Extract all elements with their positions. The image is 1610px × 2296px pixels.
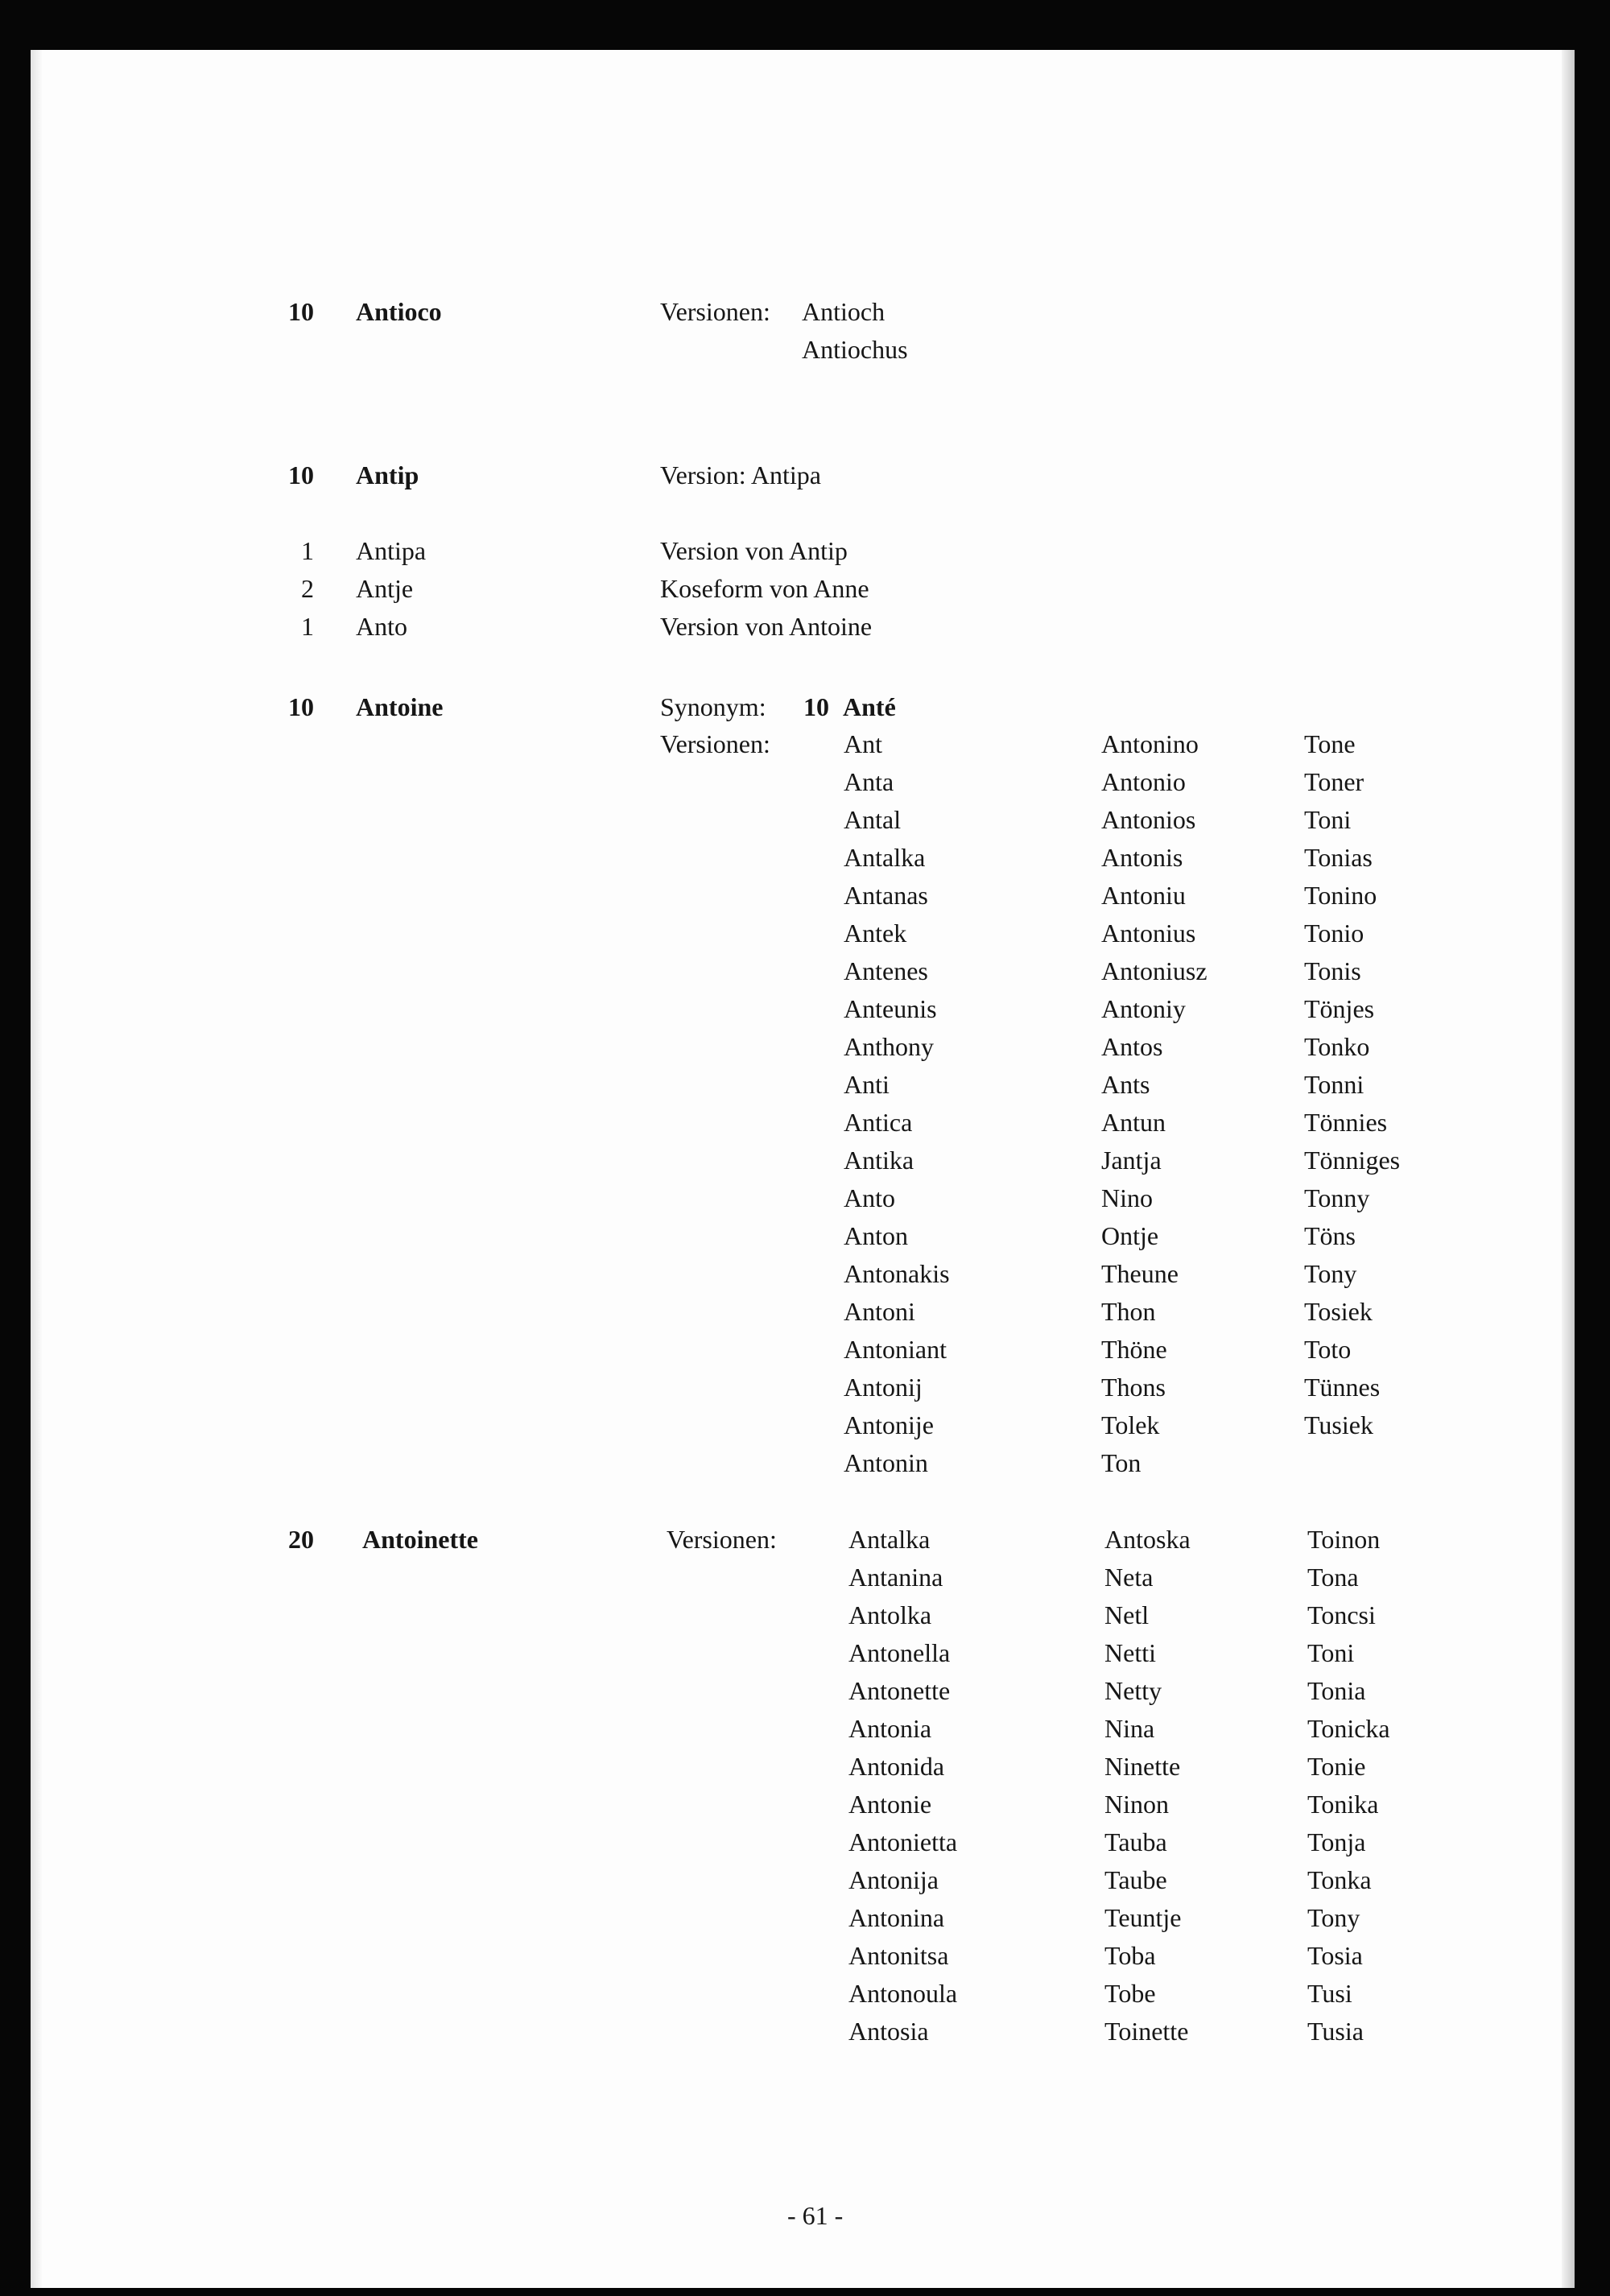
version-name: Ant bbox=[844, 729, 882, 758]
entry-antje-text: Koseform von Anne bbox=[660, 574, 869, 603]
version-name: Antonella bbox=[848, 1638, 951, 1667]
version-name: Nino bbox=[1101, 1183, 1153, 1212]
version-name: Antalka bbox=[848, 1525, 931, 1554]
version-name: Netti bbox=[1104, 1638, 1156, 1667]
version-name: Tobe bbox=[1104, 1979, 1156, 2008]
version-name: Taube bbox=[1104, 1865, 1167, 1894]
book-page bbox=[31, 50, 1575, 2288]
version-name: Tusi bbox=[1307, 1979, 1352, 2008]
version-name: Antonie bbox=[848, 1790, 932, 1819]
version-name: Tonja bbox=[1307, 1827, 1366, 1856]
entry-antip-count: 10 bbox=[288, 460, 314, 489]
version-name: Tauba bbox=[1104, 1827, 1167, 1856]
version-name: Toinon bbox=[1307, 1525, 1381, 1554]
version-name: Jantja bbox=[1101, 1146, 1162, 1175]
version-name: Antonida bbox=[848, 1752, 945, 1781]
version-name: Antonije bbox=[844, 1410, 934, 1439]
version-name: Antonin bbox=[844, 1448, 928, 1477]
entry-antipa-count: 1 bbox=[301, 536, 314, 565]
entry-anto-count: 1 bbox=[301, 612, 314, 641]
version-name: Antica bbox=[844, 1108, 913, 1137]
version-name: Anti bbox=[844, 1070, 890, 1099]
version-name: Tone bbox=[1304, 729, 1356, 758]
version-name: Antoniu bbox=[1101, 881, 1186, 910]
version-name: Antonietta bbox=[848, 1827, 958, 1856]
version-name: Tonias bbox=[1304, 843, 1373, 872]
version-name: Antalka bbox=[844, 843, 926, 872]
version-name: Antoniy bbox=[1101, 994, 1186, 1023]
version-name: Tonko bbox=[1304, 1032, 1370, 1061]
version-name: Antosia bbox=[848, 2017, 929, 2046]
version-name: Neta bbox=[1104, 1563, 1154, 1592]
version-name: Antika bbox=[844, 1146, 914, 1175]
version-name: Antoska bbox=[1104, 1525, 1191, 1554]
page-number: - 61 - bbox=[787, 2201, 844, 2230]
version-name: Tonio bbox=[1304, 919, 1364, 948]
version-name: Antonina bbox=[848, 1903, 945, 1932]
version-name: Antenes bbox=[844, 956, 928, 985]
version-name: Antanas bbox=[844, 881, 928, 910]
version-name: Toba bbox=[1104, 1941, 1156, 1970]
version-name: Ontje bbox=[1101, 1221, 1159, 1250]
version-name: Toni bbox=[1304, 805, 1352, 834]
page-edge-shadow bbox=[1562, 50, 1575, 2288]
entry-antioco-count: 10 bbox=[288, 297, 314, 326]
version-name: Antek bbox=[844, 919, 907, 948]
version-name: Tusia bbox=[1307, 2017, 1364, 2046]
entry-antioco-label: Versionen: bbox=[660, 297, 770, 326]
version-name: Ninon bbox=[1104, 1790, 1169, 1819]
version-name: Antoni bbox=[844, 1297, 915, 1326]
version-name: Antonette bbox=[848, 1676, 951, 1705]
version-name: Antonio bbox=[1101, 767, 1186, 796]
version-name: Thöne bbox=[1101, 1335, 1167, 1364]
version-name: Ton bbox=[1101, 1448, 1141, 1477]
version-name: Anthony bbox=[844, 1032, 934, 1061]
version-name: Antos bbox=[1101, 1032, 1163, 1061]
version-name: Tosiek bbox=[1304, 1297, 1373, 1326]
version-name: Antonios bbox=[1101, 805, 1196, 834]
entry-anto-text: Version von Antoine bbox=[660, 612, 873, 641]
version-name: Tönniges bbox=[1304, 1146, 1401, 1175]
version-name: Antanina bbox=[848, 1563, 943, 1592]
version-name: Antal bbox=[844, 805, 902, 834]
entry-antje-count: 2 bbox=[301, 574, 314, 603]
version-name: Antonius bbox=[1101, 919, 1196, 948]
version-name: Tonie bbox=[1307, 1752, 1366, 1781]
entry-antoine-synonym-count: 10 bbox=[803, 692, 829, 721]
version-name: Toncsi bbox=[1307, 1600, 1376, 1629]
version-name: Töns bbox=[1304, 1221, 1356, 1250]
version-name: Toner bbox=[1304, 767, 1364, 796]
version-name: Ants bbox=[1101, 1070, 1150, 1099]
version-name: Thon bbox=[1101, 1297, 1156, 1326]
version-name: Tosia bbox=[1307, 1941, 1363, 1970]
version-name: Netty bbox=[1104, 1676, 1162, 1705]
entry-antje-name: Antje bbox=[356, 574, 414, 603]
version-name: Toni bbox=[1307, 1638, 1355, 1667]
version-name: Antonino bbox=[1101, 729, 1199, 758]
entry-antoinette-count: 20 bbox=[288, 1525, 314, 1554]
version-name: Tonino bbox=[1304, 881, 1377, 910]
entry-antipa-text: Version von Antip bbox=[660, 536, 848, 565]
version-name: Antonij bbox=[844, 1373, 923, 1402]
version-name: Antonakis bbox=[844, 1259, 950, 1288]
entry-antip-text: Version: Antipa bbox=[660, 460, 821, 489]
entry-antoinette-label: Versionen: bbox=[667, 1525, 777, 1554]
version-name: Tonny bbox=[1304, 1183, 1370, 1212]
entry-antoine-label: Versionen: bbox=[660, 729, 770, 758]
version-name: Anteunis bbox=[844, 994, 937, 1023]
entry-antoine-name: Antoine bbox=[356, 692, 444, 721]
entry-antip-name: Antip bbox=[356, 460, 419, 489]
version-name: Anta bbox=[844, 767, 894, 796]
version-name: Antoniant bbox=[844, 1335, 947, 1364]
version-name: Toinette bbox=[1104, 2017, 1189, 2046]
version-name: Tusiek bbox=[1304, 1410, 1373, 1439]
version-name: Tonika bbox=[1307, 1790, 1379, 1819]
entry-antioco-version: Antioch bbox=[802, 297, 886, 326]
version-name: Netl bbox=[1104, 1600, 1150, 1629]
version-name: Tonka bbox=[1307, 1865, 1372, 1894]
version-name: Antonis bbox=[1101, 843, 1183, 872]
version-name: Tönnies bbox=[1304, 1108, 1388, 1137]
version-name: Tonis bbox=[1304, 956, 1361, 985]
page-gutter-shadow bbox=[31, 50, 42, 2288]
version-name: Antonija bbox=[848, 1865, 939, 1894]
entry-antoine-synonym-name: Anté bbox=[843, 692, 896, 721]
version-name: Tünnes bbox=[1304, 1373, 1381, 1402]
version-name: Tolek bbox=[1101, 1410, 1160, 1439]
version-name: Tonia bbox=[1307, 1676, 1366, 1705]
entry-antoinette-name: Antoinette bbox=[362, 1525, 478, 1554]
version-name: Anton bbox=[844, 1221, 908, 1250]
version-name: Nina bbox=[1104, 1714, 1155, 1743]
version-name: Antoniusz bbox=[1101, 956, 1208, 985]
version-name: Antonitsa bbox=[848, 1941, 949, 1970]
version-name: Tönjes bbox=[1304, 994, 1375, 1023]
version-name: Antun bbox=[1101, 1108, 1166, 1137]
entry-antipa-name: Antipa bbox=[356, 536, 427, 565]
version-name: Toto bbox=[1304, 1335, 1352, 1364]
version-name: Ninette bbox=[1104, 1752, 1181, 1781]
entry-antioco-version: Antiochus bbox=[802, 335, 908, 364]
entry-antioco-name: Antioco bbox=[356, 297, 442, 326]
version-name: Antolka bbox=[848, 1600, 932, 1629]
entry-anto-name: Anto bbox=[356, 612, 407, 641]
version-name: Antonoula bbox=[848, 1979, 958, 2008]
version-name: Anto bbox=[844, 1183, 895, 1212]
version-name: Teuntje bbox=[1104, 1903, 1182, 1932]
version-name: Tonni bbox=[1304, 1070, 1364, 1099]
version-name: Tony bbox=[1307, 1903, 1360, 1932]
version-name: Antonia bbox=[848, 1714, 932, 1743]
version-name: Theune bbox=[1101, 1259, 1179, 1288]
entry-antoine-synonym-label: Synonym: bbox=[660, 692, 766, 721]
entry-antoine-count: 10 bbox=[288, 692, 314, 721]
version-name: Thons bbox=[1101, 1373, 1166, 1402]
version-name: Tonicka bbox=[1307, 1714, 1390, 1743]
version-name: Tona bbox=[1307, 1563, 1359, 1592]
version-name: Tony bbox=[1304, 1259, 1357, 1288]
